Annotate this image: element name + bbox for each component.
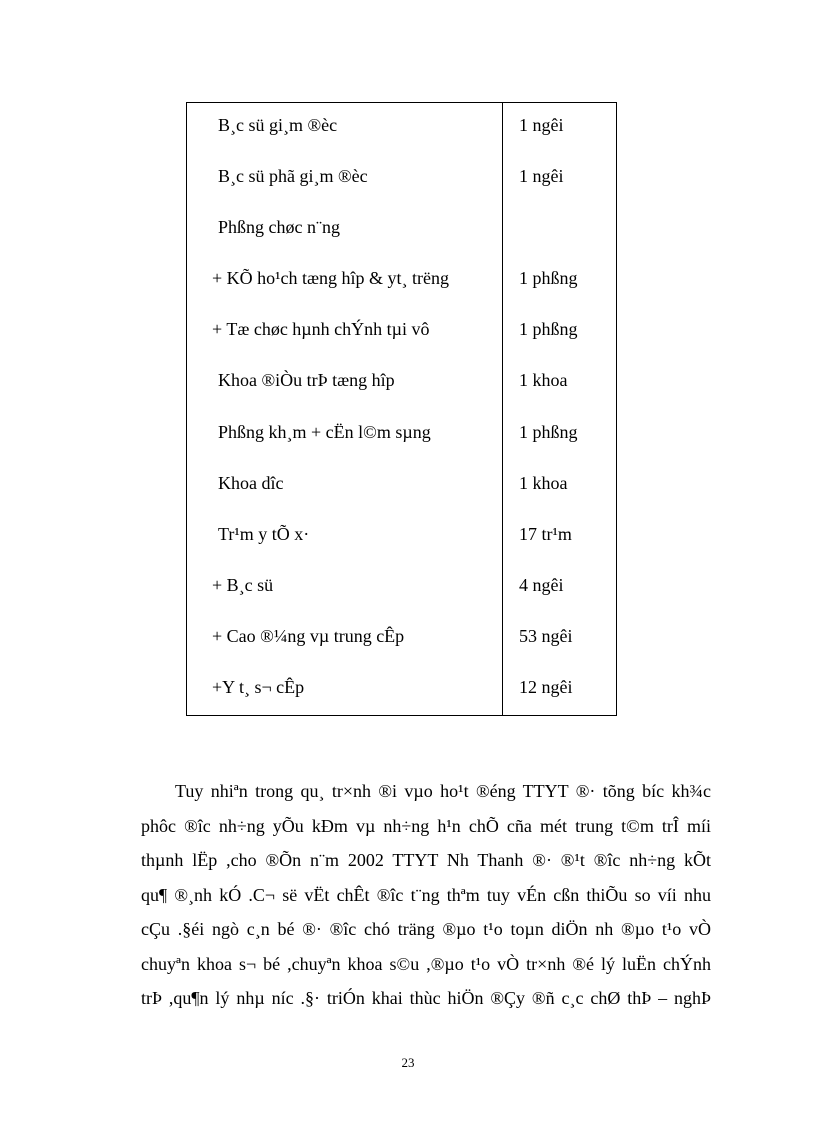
paragraph-line: chuyªn khoa s¬ bé ,chuyªn khoa s©u ,®µo t¹o vÒ tr×nh ®é lý luËn chÝnh: [141, 953, 711, 974]
row-count: 12 ngêi: [519, 677, 573, 697]
table-row: [187, 621, 616, 651]
table-row: [187, 212, 616, 242]
table-row: [187, 519, 616, 549]
row-label: Khoa dîc: [218, 473, 284, 493]
table-row: [187, 672, 616, 702]
paragraph-line: cÇu .§éi ngò c¸n bé ®· ®îc chó träng ®µo t¹o toµn diÖn nh ®µo t¹o vÒ: [141, 919, 711, 939]
table-row: [187, 110, 616, 140]
table-row: [187, 365, 616, 395]
row-count: 1 phßng: [519, 268, 578, 288]
table-row: [187, 570, 616, 600]
row-label: + B¸c sü: [212, 575, 274, 595]
row-count: 1 phßng: [519, 319, 578, 339]
paragraph-line: qu¶ ®¸nh kÓ .C¬ së vËt chÊt ®îc t¨ng thªm tuy vÉn cßn thiÕu so víi nhu: [141, 884, 711, 905]
paragraph-line: trÞ ,qu¶n lý nhµ níc .§· triÓn khai thùc hiÖn ®Çy ®ñ c¸c chØ thÞ – nghÞ: [141, 988, 711, 1008]
row-count: 53 ngêi: [519, 626, 573, 646]
row-count: 1 ngêi: [519, 115, 564, 135]
paragraph-line: thµnh lËp ,cho ®Õn n¨m 2002 TTYT Nh Thanh ®· ®¹t ®îc nh÷ng kÕt: [141, 850, 711, 870]
page-number: 23: [401, 1055, 415, 1070]
row-count: 1 ngêi: [519, 166, 564, 186]
row-label: + KÕ ho¹ch tæng hîp & yt¸ trëng: [212, 268, 450, 288]
table-row: [187, 468, 616, 498]
row-count: 4 ngêi: [519, 575, 564, 595]
staff-table: [186, 102, 617, 716]
table-row: [187, 417, 616, 447]
row-label: B¸c sü phã gi¸m ®èc: [218, 166, 368, 186]
paragraph-line: Tuy nhiªn trong qu¸ tr×nh ®i vµo ho¹t ®éng TTYT ®· tõng bíc kh¾c: [175, 781, 711, 801]
row-label: B¸c sü gi¸m ®èc: [218, 115, 338, 135]
row-count: 17 tr¹m: [519, 524, 572, 544]
row-label: Phßng kh¸m + cËn l©m sµng: [218, 422, 431, 442]
row-label: Tr¹m y tÕ x·: [218, 524, 310, 544]
row-label: + Tæ chøc hµnh chÝnh tµi vô: [212, 319, 430, 339]
row-label: + Cao ®¼ng vµ trung cÊp: [212, 626, 405, 646]
table-row: [187, 314, 616, 344]
row-label: Phßng chøc n¨ng: [218, 217, 340, 237]
row-count: 1 khoa: [519, 473, 568, 493]
table-row: [187, 263, 616, 293]
row-label: Khoa ®iÒu trÞ tæng hîp: [218, 370, 395, 390]
row-count: 1 phßng: [519, 422, 578, 442]
table-row: [187, 161, 616, 191]
row-label: +Y t¸ s¬ cÊp: [212, 677, 305, 697]
paragraph-line: phôc ®îc nh÷ng yÕu kÐm vµ nh÷ng h¹n chÕ cña mét trung t©m trÎ míi: [141, 815, 711, 836]
body-paragraph: [141, 776, 711, 1018]
row-count: 1 khoa: [519, 370, 568, 390]
